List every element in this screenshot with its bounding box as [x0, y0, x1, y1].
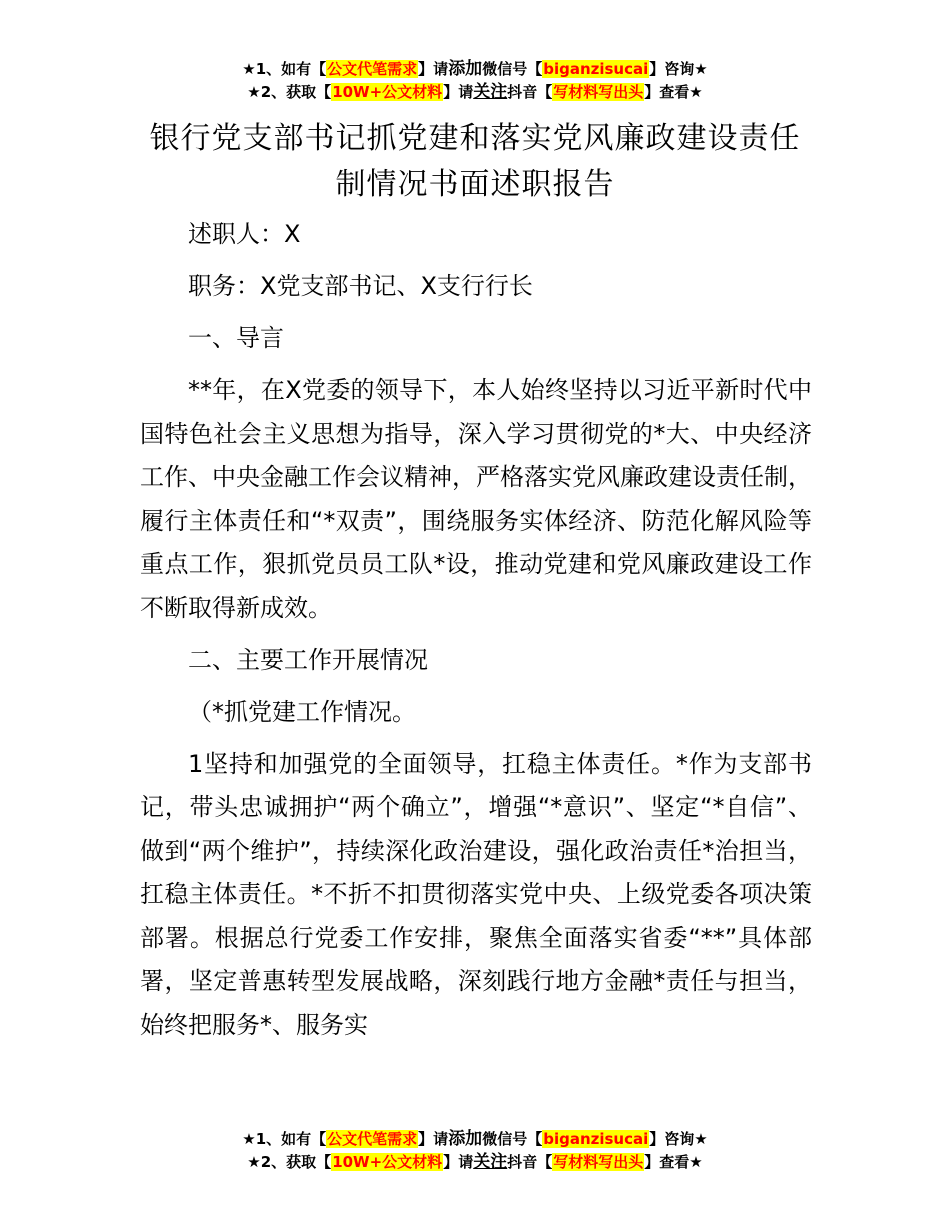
banner-highlight: biganzisucai	[543, 60, 649, 78]
banner-highlight: 10W+公文材料	[332, 1153, 443, 1171]
banner-text: ★2、获取【	[247, 83, 332, 101]
banner-line-2	[0, 1151, 950, 1174]
banner-text: 】请	[418, 1130, 449, 1148]
banner-emphasis: 添加	[448, 1129, 483, 1149]
banner-line-1	[0, 1128, 950, 1151]
banner-text: ★1、如有【	[242, 1130, 327, 1148]
banner-highlight: 公文代笔需求	[327, 60, 418, 78]
document-body	[140, 213, 812, 1056]
banner-text: 微信号【	[482, 60, 543, 78]
banner-emphasis: 关注	[473, 82, 508, 102]
paragraph-leadership: 1坚持和加强党的全面领导，扛稳主体责任。*作为支部书记，带头忠诚拥护“两个确立”，增强“*意识”、坚定“*自信”、做到“两个维护”，持续深化政治建设，强化政治责任*治担当，扛稳主体责任。*不折不扣贯彻落实党中央、上级党委各项决策部署。根据总行党委工作安排，聚焦全面落实省委“**”具体部署，坚定普惠转型发展战略，深刻践行地方金融*责任与担当，始终把服务*、服务实	[140, 749, 812, 1039]
banner-text: 微信号【	[482, 1130, 543, 1148]
banner-text: 】请	[443, 1153, 474, 1171]
banner-text: 】请	[418, 60, 449, 78]
header-banner	[0, 58, 950, 104]
footer-banner	[0, 1128, 950, 1174]
subsection-heading: （*抓党建工作情况。	[188, 697, 416, 726]
banner-highlight: 写材料写出头	[553, 1153, 644, 1171]
paragraph-author: 述职人：X	[188, 220, 301, 248]
paragraph-intro: **年，在X党委的领导下，本人始终坚持以习近平新时代中国特色社会主义思想为指导，深入学习贯彻党的*大、中央经济工作、中央金融工作会议精神，严格落实党风廉政建设责任制，履行主体责任和“*双责”，围绕服务实体经济、防范化解风险等重点工作，狠抓党员员工队*设，推动党建和党风廉政建设工作不断取得新成效。	[140, 376, 812, 622]
banner-emphasis: 关注	[473, 1152, 508, 1172]
paragraph-position: 职务：X党支部书记、X支行行长	[188, 272, 533, 300]
banner-text: 】请	[443, 83, 474, 101]
banner-highlight: biganzisucai	[543, 1130, 649, 1148]
banner-text: 抖音【	[507, 1153, 553, 1171]
banner-highlight: 10W+公文材料	[332, 83, 443, 101]
banner-text: ★1、如有【	[242, 60, 327, 78]
banner-text: 】查看★	[644, 83, 703, 101]
banner-text: 】查看★	[644, 1153, 703, 1171]
banner-text: ★2、获取【	[247, 1153, 332, 1171]
banner-line-1	[0, 58, 950, 81]
banner-text: 】咨询★	[649, 1130, 708, 1148]
banner-emphasis: 添加	[448, 59, 483, 79]
section-heading-work: 二、主要工作开展情况	[188, 645, 428, 674]
banner-text: 】咨询★	[649, 60, 708, 78]
banner-highlight: 写材料写出头	[553, 83, 644, 101]
banner-text: 抖音【	[507, 83, 553, 101]
section-heading-intro: 一、导言	[188, 324, 284, 352]
banner-highlight: 公文代笔需求	[327, 1130, 418, 1148]
document-title: 银行党支部书记抓党建和落实党风廉政建设责任制情况书面述职报告	[149, 121, 801, 202]
banner-line-2	[0, 81, 950, 104]
